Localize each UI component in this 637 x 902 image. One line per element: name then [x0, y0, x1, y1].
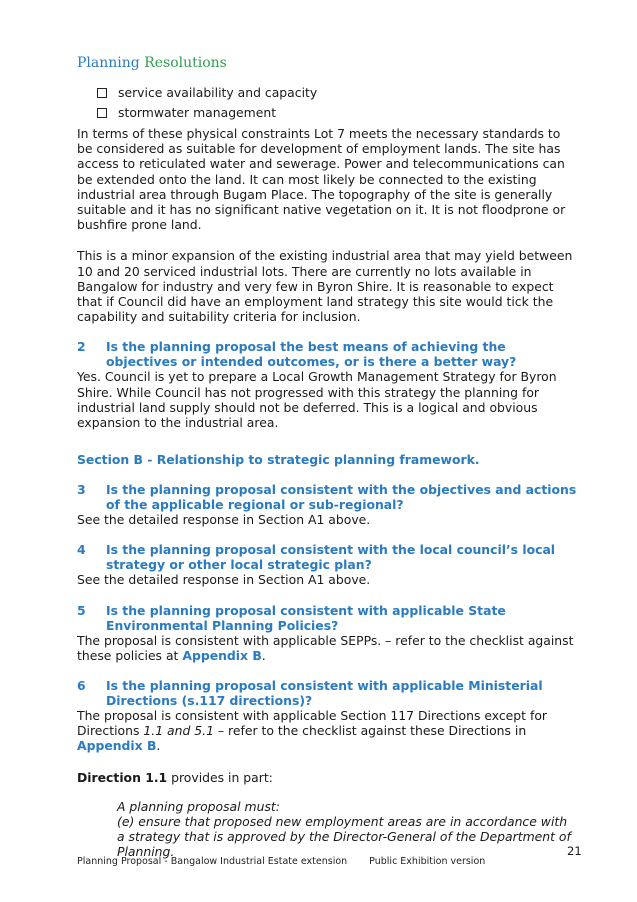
footer-title: Planning Proposal - Bangalow Industrial Estate extension: [77, 856, 348, 867]
answer-end: .: [156, 738, 161, 754]
page-number: 21: [567, 844, 582, 858]
direction-label: Direction 1.1: [77, 769, 168, 785]
checkbox-bullet-icon: [97, 108, 107, 118]
answer-6: [77, 708, 577, 754]
bullet-text: stormwater management: [118, 105, 277, 120]
direction-intro: [77, 770, 577, 785]
question-text: Is the planning proposal consistent with applicable State Environmental Planning Policies?: [106, 602, 506, 633]
footer-version: Public Exhibition version: [369, 856, 486, 867]
question-5: [77, 603, 577, 633]
answer-2: Yes. Council is yet to prepare a Local Growth Management Strategy for Byron Shire. While Council has not progressed with this strategy the planning for industrial land supply should not be deferred. This is a logical and obvious expansion to the industrial area.: [77, 369, 557, 431]
answer-3: See the detailed response in Section A1 above.: [77, 512, 371, 528]
question-number: 3: [77, 482, 86, 498]
answer-text: The proposal is consistent with applicable Section 117 Directions except for Directions: [77, 708, 547, 739]
list-item: [97, 85, 577, 100]
question-4: [77, 542, 577, 572]
question-3: [77, 482, 577, 512]
quote-line: (e) ensure that proposed new employment areas are in accordance with a strategy that is approved by the Director-General of the Department of Planning.: [117, 813, 571, 859]
document-page: [77, 55, 577, 859]
answer-4: See the detailed response in Section A1 above.: [77, 572, 371, 588]
constraint-bullets: [77, 85, 577, 120]
directions-italic: 1.1 and 5.1: [143, 723, 214, 739]
header-word-resolutions: Resolutions: [144, 55, 227, 71]
question-text: Is the planning proposal consistent with applicable Ministerial Directions (s.117 directions)?: [106, 678, 543, 709]
appendix-b-link[interactable]: Appendix B: [182, 647, 262, 663]
question-number: 4: [77, 542, 86, 558]
section-b-heading: Section B - Relationship to strategic planning framework.: [77, 452, 480, 468]
question-2: [77, 339, 577, 369]
answer-text-mid: – refer to the checklist against these Directions in: [213, 723, 527, 739]
question-number: 5: [77, 602, 86, 618]
answer-text: The proposal is consistent with applicable SEPPs. – refer to the checklist against these policies at: [77, 632, 574, 663]
bullet-text: service availability and capacity: [118, 85, 318, 100]
question-text: Is the planning proposal consistent with the local council’s local strategy or other local strategic plan?: [106, 542, 556, 573]
question-text: Is the planning proposal consistent with the objectives and actions of the applicable regional or sub-regional?: [106, 482, 577, 513]
checkbox-bullet-icon: [97, 88, 107, 98]
paragraph-expansion: This is a minor expansion of the existing industrial area that may yield between 10 and 20 serviced industrial lots. There are currently no lots available in Bangalow for industry and very few in Byron Shire. It is reasonable to expect that if Council did have an employment land strategy this site would tick the capability and suitability criteria for inclusion.: [77, 248, 573, 325]
page-header: [77, 55, 577, 71]
question-6: [77, 678, 577, 708]
list-item: [97, 105, 577, 120]
question-number: 2: [77, 339, 86, 355]
answer-5: [77, 633, 577, 663]
header-word-planning: Planning: [77, 55, 140, 71]
page-footer: [77, 856, 485, 867]
direction-quote: [117, 799, 577, 859]
appendix-b-link[interactable]: Appendix B: [77, 738, 157, 754]
quote-line: A planning proposal must:: [117, 798, 280, 814]
question-number: 6: [77, 678, 86, 694]
question-text: Is the planning proposal the best means of achieving the objectives or intended outcomes, or is there a better way?: [106, 339, 517, 370]
direction-rest: provides in part:: [167, 769, 273, 785]
answer-end: .: [261, 647, 266, 663]
paragraph-constraints: In terms of these physical constraints Lot 7 meets the necessary standards to be considered as suitable for development of employment lands. The site has access to reticulated water and sewerage. Power and telecommunications can be extended onto the land. It can most likely be connected to the existing industrial area through Bugam Place. The topography of the site is generally suitable and it has no significant native vegetation on it. It is not floodprone or bushfire prone land.: [77, 126, 566, 233]
